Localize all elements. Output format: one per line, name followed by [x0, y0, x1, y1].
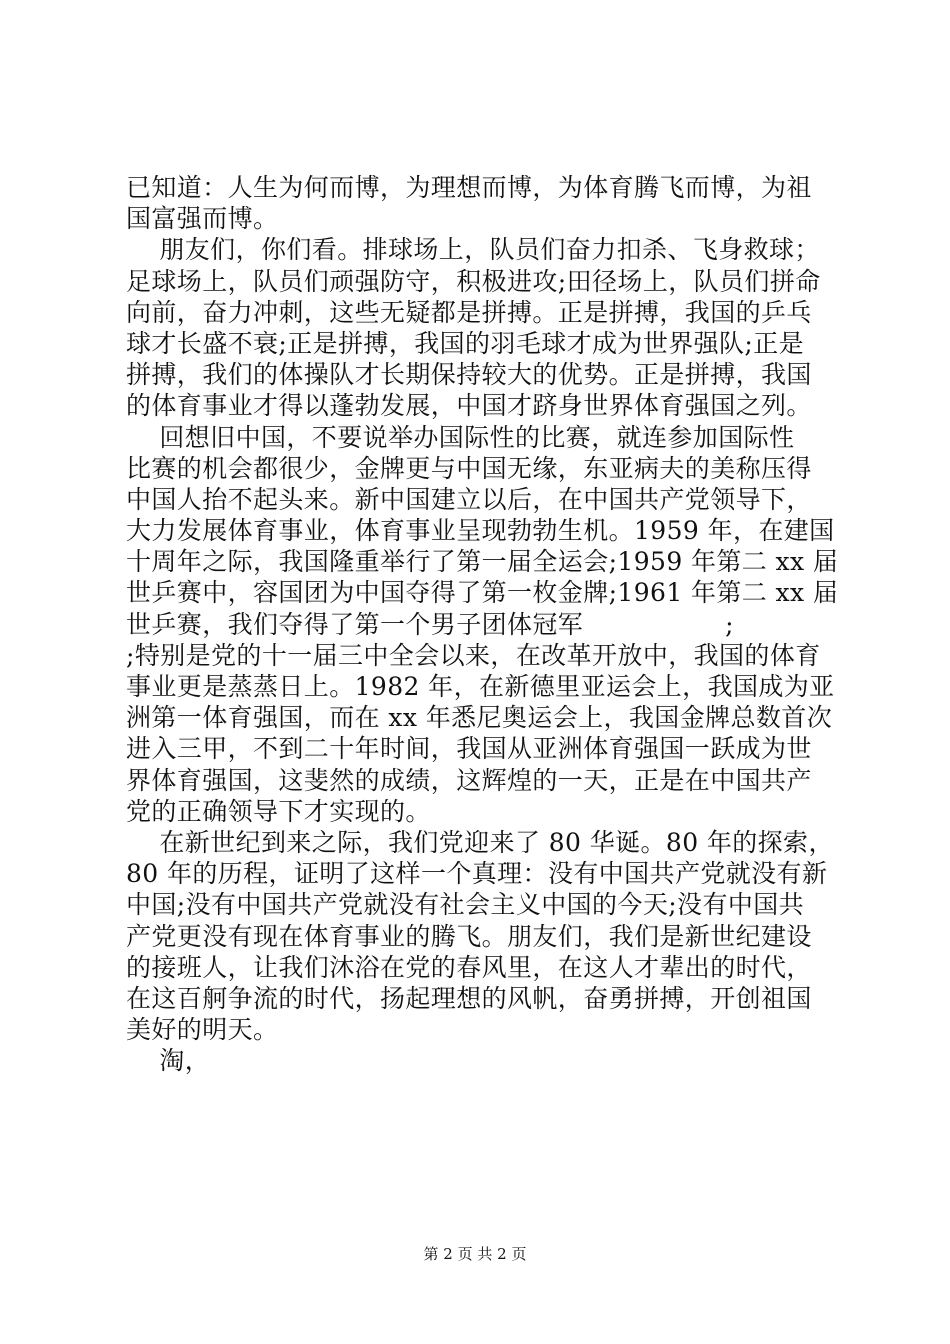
- text-line: 产党更没有现在体育事业的腾飞。朋友们，我们是新世纪建设: [126, 921, 812, 951]
- text-line: 已知道：人生为何而博，为理想而博，为体育腾飞而博，为祖: [126, 173, 812, 202]
- text-line: 大力发展体育事业，体育事业呈现勃勃生机。1959 年，在建国: [126, 516, 835, 546]
- text-line: 比赛的机会都很少，金牌更与中国无缘，东亚病夫的美称压得: [126, 453, 812, 483]
- text-line: 的体育事业才得以蓬勃发展，中国才跻身世界体育强国之列。: [126, 391, 812, 421]
- text-line: 进入三甲，不到二十年时间，我国从亚洲体育强国一跃成为世: [126, 734, 812, 764]
- text-line: 党的正确领导下才实现的。: [126, 796, 431, 826]
- text-line: 界体育强国，这斐然的成绩，这辉煌的一天，正是在中国共产: [126, 765, 812, 795]
- text-line: 世乒赛，我们夺得了第一个男子团体冠军 ;: [126, 609, 734, 639]
- text-line: 球才长盛不衰;正是拼搏，我国的羽毛球才成为世界强队;正是: [126, 328, 805, 358]
- text-line: 中国;没有中国共产党就没有社会主义中国的今天;没有中国共: [126, 890, 805, 920]
- text-line: 朋友们，你们看。排球场上，队员们奋力扣杀、飞身救球；: [126, 235, 820, 265]
- text-line: 在新世纪到来之际，我们党迎来了 80 华诞。80 年的探索，: [126, 827, 834, 857]
- text-line: 的接班人，让我们沐浴在党的春风里，在这人才辈出的时代，: [126, 952, 812, 982]
- page-number-label: 第 2 页 共 2 页: [423, 1245, 527, 1263]
- text-line: 足球场上，队员们顽强防守，积极进攻;田径场上，队员们拼命: [126, 266, 821, 296]
- page-footer: [0, 1244, 950, 1264]
- text-line: 事业更是蒸蒸日上。1982 年，在新德里亚运会上，我国成为亚: [126, 672, 835, 701]
- body-text: [126, 172, 839, 1076]
- text-line: 拼搏，我们的体操队才长期保持较大的优势。正是拼搏，我国: [126, 360, 812, 390]
- text-line: 国富强而博。: [126, 204, 279, 234]
- text-line: 洲第一体育强国，而在 xx 年悉尼奥运会上，我国金牌总数首次: [126, 703, 833, 733]
- text-line: 回想旧中国，不要说举办国际性的比赛，就连参加国际性: [126, 422, 795, 452]
- text-line: 美好的明天。: [126, 1015, 279, 1045]
- text-line: 世乒赛中，容国团为中国夺得了第一枚金牌;1961 年第二 xx 届: [126, 578, 839, 608]
- text-line: 80 年的历程，证明了这样一个真理：没有中国共产党就没有新: [126, 859, 828, 889]
- text-line: 向前，奋力冲刺，这些无疑都是拼搏。正是拼搏，我国的乒乓: [126, 297, 812, 327]
- text-line: 中国人抬不起头来。新中国建立以后，在中国共产党领导下，: [126, 484, 812, 514]
- text-line: ;特别是党的十一届三中全会以来，在改革开放中，我国的体育: [126, 640, 821, 670]
- text-line: 淘，: [126, 1046, 211, 1076]
- text-line: 十周年之际，我国隆重举行了第一届全运会;1959 年第二 xx 届: [126, 547, 839, 577]
- text-line: 在这百舸争流的时代，扬起理想的风帆，奋勇拼搏，开创祖国: [126, 983, 812, 1013]
